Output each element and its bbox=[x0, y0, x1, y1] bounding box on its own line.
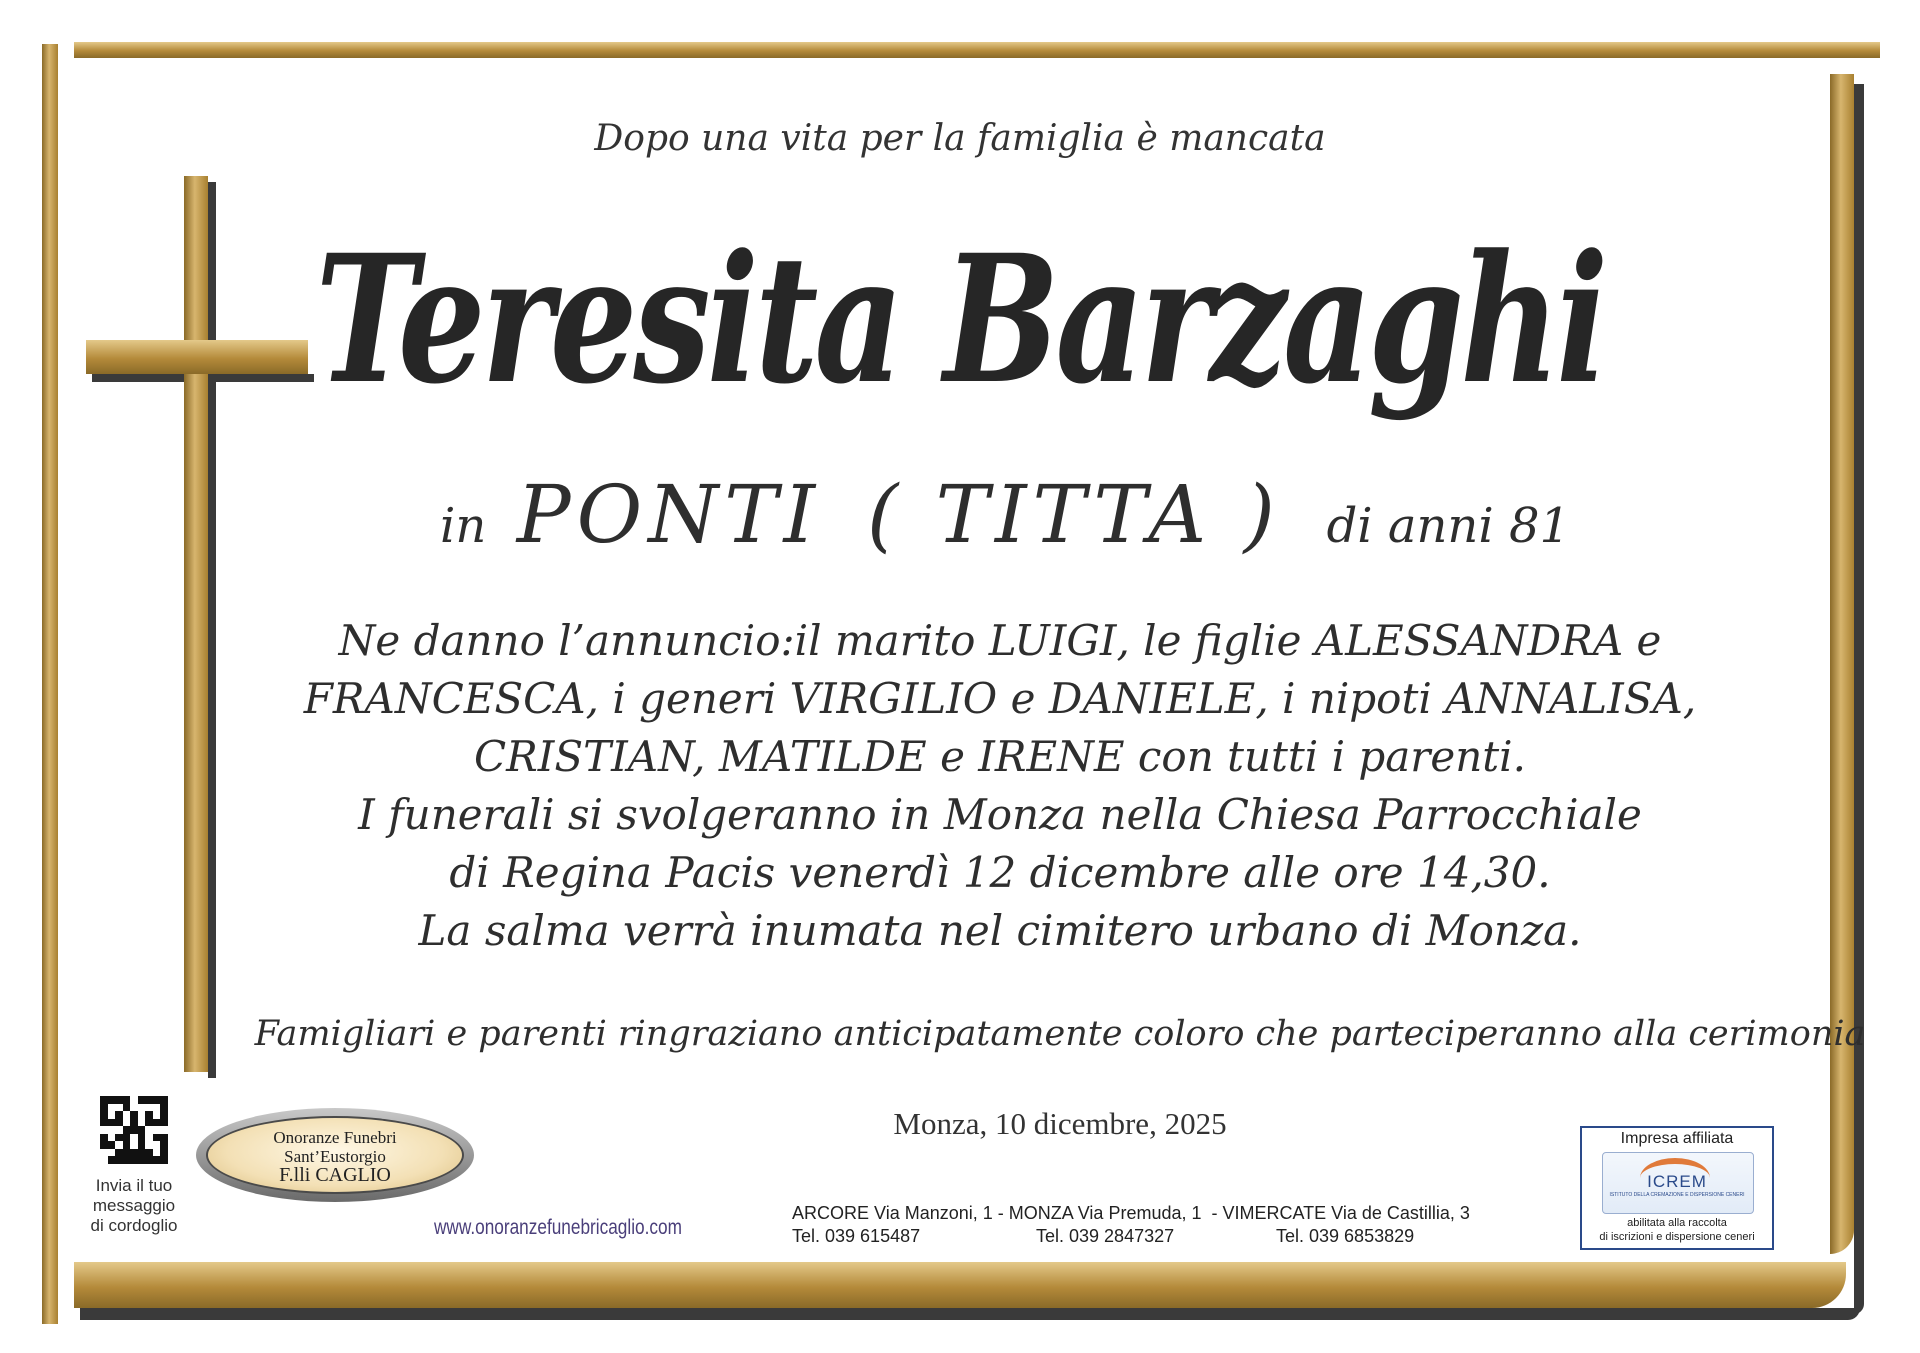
intro-text: Dopo una vita per la famiglia è mancata bbox=[594, 118, 1326, 159]
announcement-text bbox=[280, 612, 1720, 960]
addresses: ARCORE Via Manzoni, 1 - MONZA Via Premuda, 1 - VIMERCATE Via de Castillia, 3 bbox=[792, 1203, 1470, 1223]
nickname: ( TITTA ) bbox=[866, 468, 1281, 561]
in-label: in bbox=[440, 498, 487, 554]
qr-code-icon[interactable] bbox=[100, 1096, 168, 1164]
funeral-home-logo bbox=[206, 1116, 464, 1194]
frame-right-border bbox=[1830, 74, 1854, 1254]
announcement-line: CRISTIAN, MATILDE e IRENE con tutti i parenti. bbox=[474, 732, 1526, 781]
announcement-line: di Regina Pacis venerdì 12 dicembre alle ore 14,30. bbox=[449, 848, 1551, 897]
frame-right-shadow bbox=[1854, 84, 1864, 1314]
frame-top-border bbox=[74, 42, 1880, 58]
frame-bottom-border bbox=[74, 1262, 1846, 1308]
logo-line: Onoranze Funebri bbox=[273, 1128, 397, 1147]
affiliation-footer bbox=[1582, 1216, 1772, 1244]
logo-line: F.lli CAGLIO bbox=[279, 1164, 391, 1186]
announcement-line: La salma verrà inumata nel cimitero urbano di Monza. bbox=[418, 906, 1582, 955]
deceased-name: Teresita Barzaghi bbox=[315, 216, 1605, 423]
icrem-subtitle: ISTITUTO DELLA CREMAZIONE E DISPERSIONE CENERI bbox=[1609, 1192, 1745, 1198]
website-link[interactable]: www.onoranzefunebricaglio.com bbox=[434, 1216, 682, 1239]
qr-caption-line: messaggio bbox=[92, 1196, 176, 1215]
icrem-name: ICREM bbox=[1647, 1172, 1707, 1191]
date-text: Monza, 10 dicembre, 2025 bbox=[893, 1106, 1227, 1141]
thanks-text: Famigliari e parenti ringraziano anticipatamente coloro che parteciperanno alla cerimonia bbox=[254, 1014, 1866, 1054]
cross-icon bbox=[184, 176, 208, 1072]
affiliation-footer-line: abilitata alla raccolta bbox=[1627, 1217, 1727, 1229]
tel-vimercate: Tel. 039 6853829 bbox=[1276, 1226, 1415, 1246]
affiliation-footer-line: di iscrizioni e dispersione ceneri bbox=[1599, 1231, 1755, 1243]
qr-caption bbox=[74, 1176, 194, 1236]
logo-line: Sant’Eustorgio bbox=[284, 1147, 386, 1166]
announcement-line: FRANCESCA, i generi VIRGILIO e DANIELE, i nipoti ANNALISA, bbox=[303, 674, 1697, 723]
deceased-details bbox=[440, 468, 1570, 561]
frame-bottom-shadow bbox=[80, 1308, 1860, 1320]
age: di anni 81 bbox=[1326, 498, 1571, 554]
frame-left-border bbox=[42, 44, 58, 1324]
announcement-line: Ne danno l’annuncio:il marito LUIGI, le figlie ALESSANDRA e bbox=[338, 616, 1662, 665]
affiliation-title: Impresa affiliata bbox=[1620, 1130, 1734, 1147]
tel-arcore: Tel. 039 615487 bbox=[792, 1226, 921, 1246]
tel-monza: Tel. 039 2847327 bbox=[1036, 1226, 1175, 1246]
announcement-line: I funerali si svolgeranno in Monza nella Chiesa Parrocchiale bbox=[358, 790, 1642, 839]
qr-caption-line: Invia il tuo bbox=[95, 1176, 173, 1195]
married-name: PONTI bbox=[516, 468, 822, 561]
qr-caption-line: di cordoglio bbox=[90, 1216, 178, 1235]
